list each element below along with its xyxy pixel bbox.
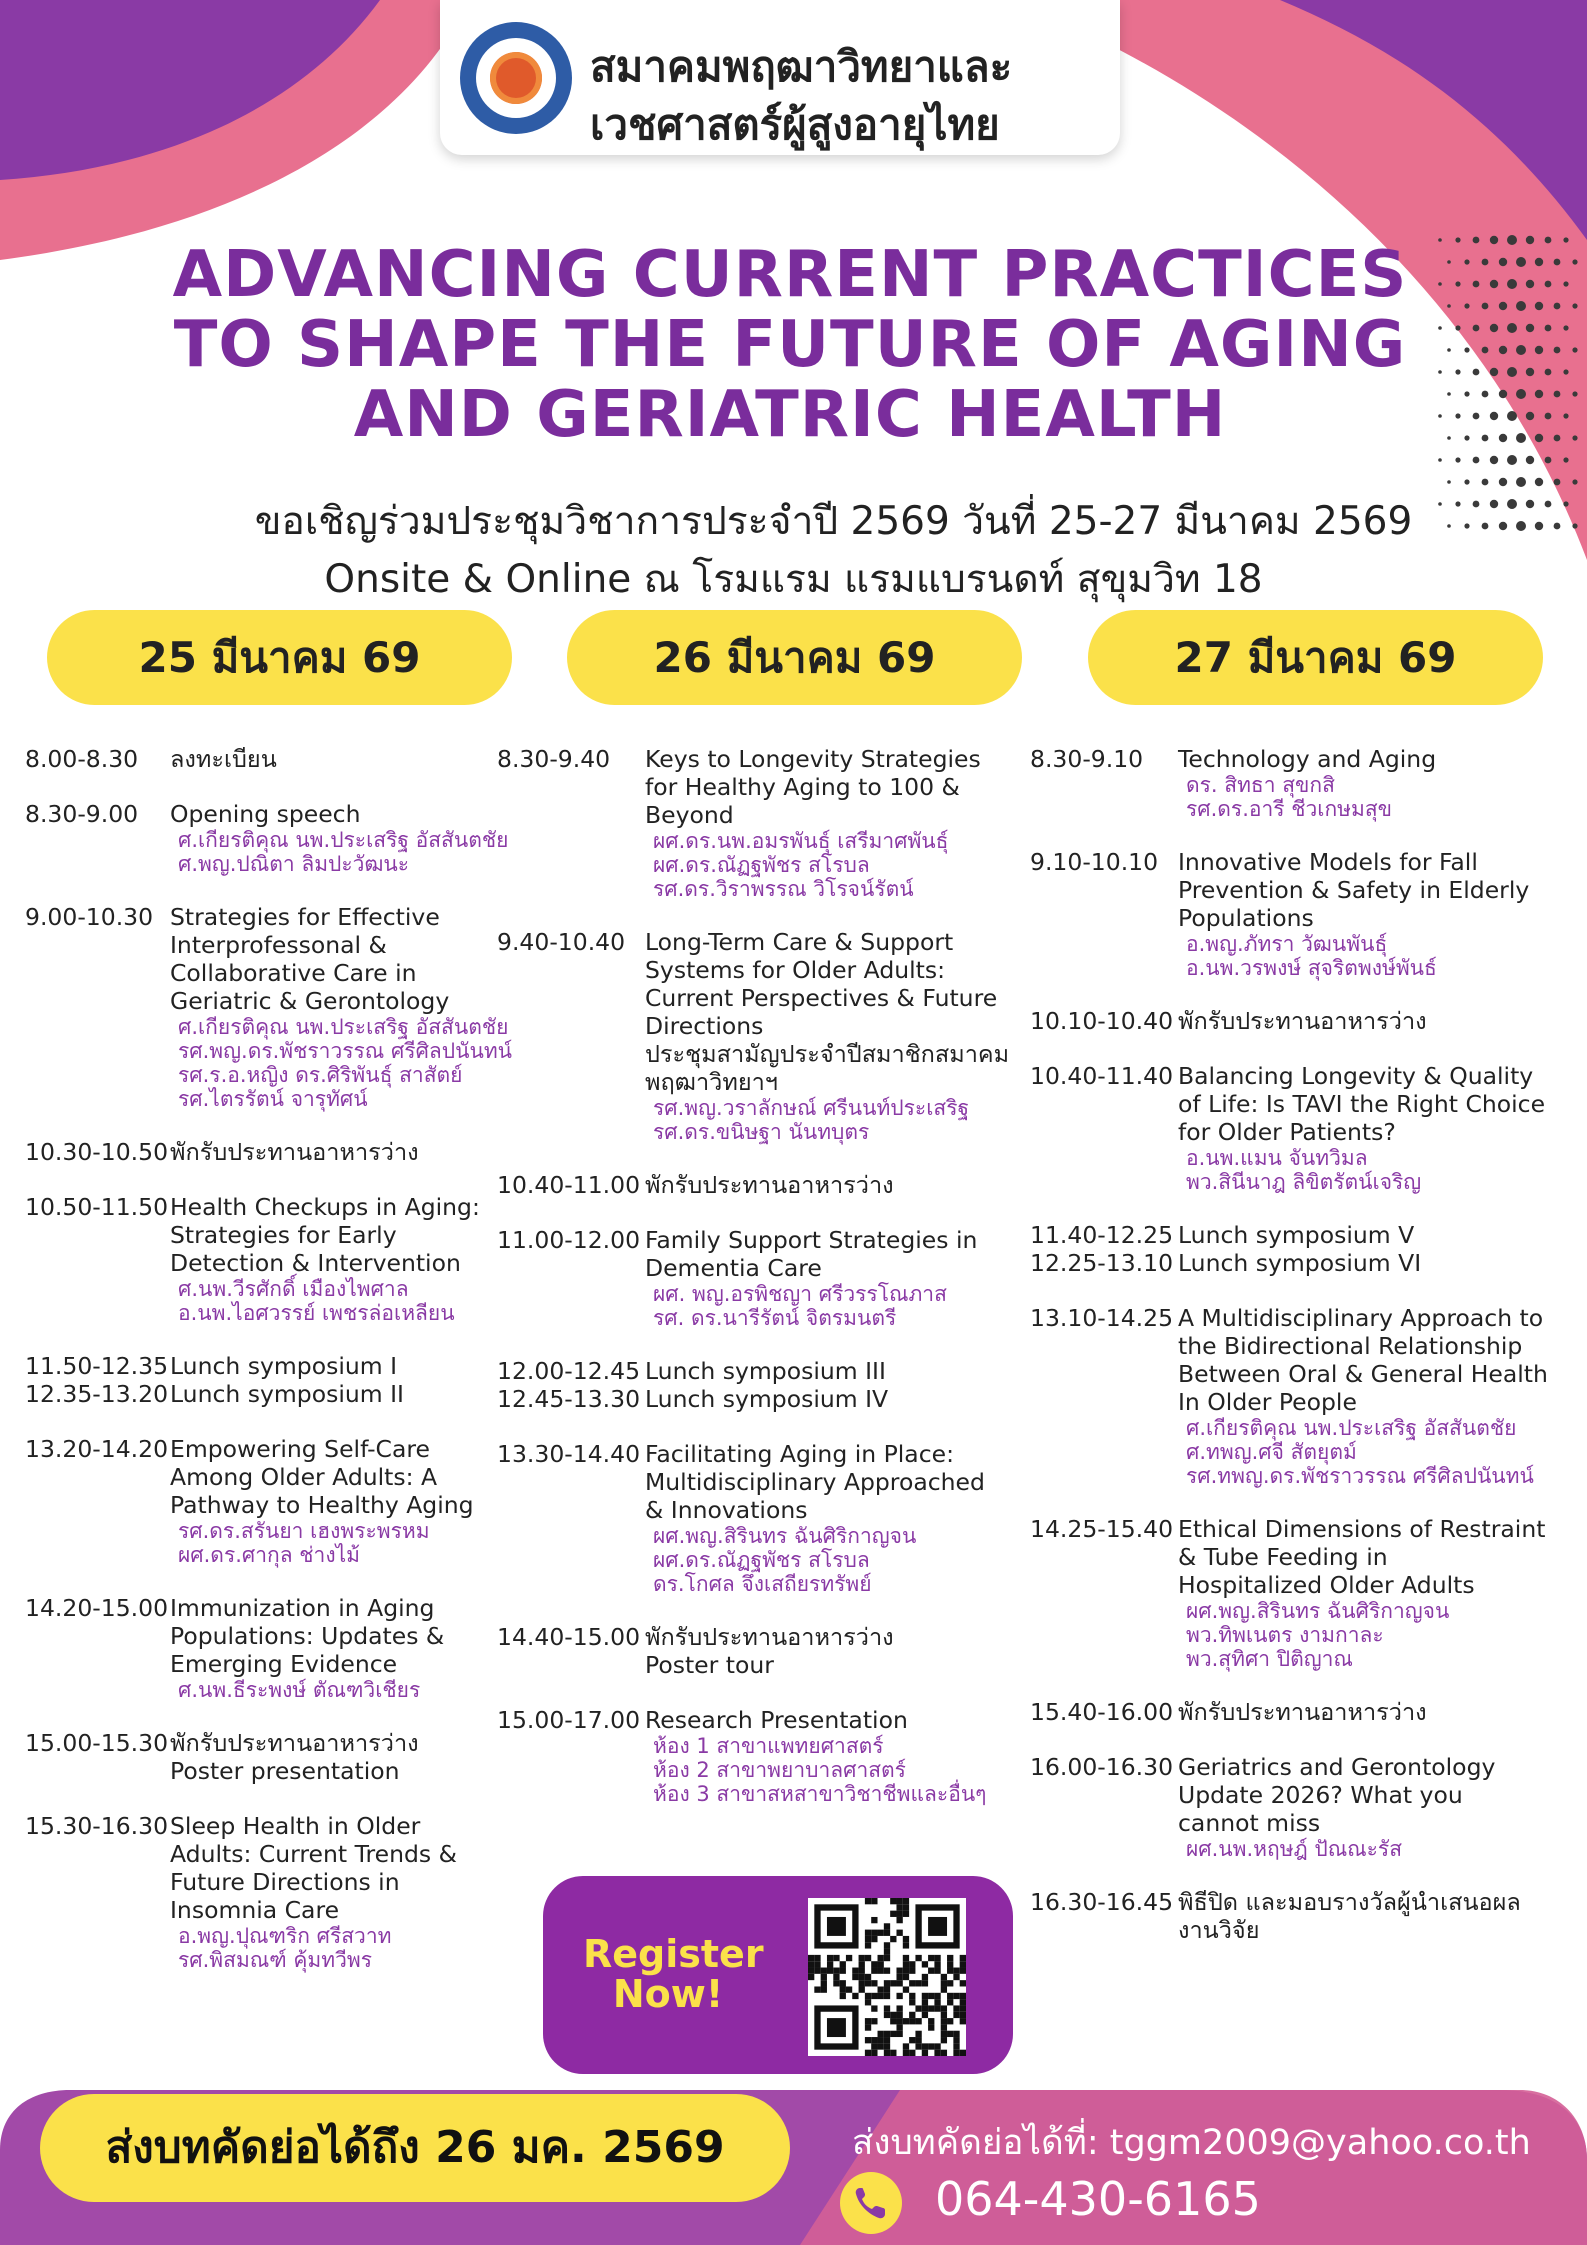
speaker-name: ศ.เกียรติคุณ นพ.ประเสริฐ อัสสันตชัย: [1186, 1416, 1517, 1440]
session-title: Innovative Models for Fall Prevention & Safety in Elderly Populations: [1178, 848, 1530, 932]
session-time: 10.10-10.40: [1030, 1007, 1174, 1035]
session-time: 10.30-10.50: [25, 1138, 169, 1166]
session-title: Lunch symposium V: [1178, 1221, 1415, 1249]
contact-email[interactable]: ส่งบทคัดย่อได้ที่: tggm2009@yahoo.co.th: [852, 2123, 1531, 2163]
schedule-item: [1030, 1062, 1582, 1194]
day-pill-1: 25 มีนาคม 69: [47, 610, 512, 705]
day-pill-3: 27 มีนาคม 69: [1088, 610, 1543, 705]
schedule-item: [25, 745, 505, 773]
schedule-item: [497, 1706, 1027, 1806]
schedule-item: [25, 1380, 505, 1408]
schedule-item: [25, 1594, 505, 1702]
session-time: 10.50-11.50: [25, 1193, 169, 1221]
speaker-name: ผศ.ดร.ณัฏฐพัชร สโรบล: [653, 1548, 870, 1572]
session-time: 14.25-15.40: [1030, 1515, 1174, 1543]
speaker-name: อ.นพ.แมน จันทวิมล: [1186, 1146, 1368, 1170]
session-time: 8.30-9.00: [25, 800, 139, 828]
speaker-name: ผศ. พญ.อรพิชญา ศรีวรรโณภาส: [653, 1282, 947, 1306]
session-time: 13.20-14.20: [25, 1435, 169, 1463]
session-title: Lunch symposium I: [170, 1352, 398, 1380]
session-time: 11.00-12.00: [497, 1226, 641, 1254]
session-title: A Multidisciplinary Approach to the Bidirectional Relationship Between Oral & General Health In Older People: [1178, 1304, 1548, 1416]
schedule-item: [25, 800, 509, 876]
headline-line1: ADVANCING CURRENT PRACTICES: [172, 238, 1408, 312]
schedule-item: [497, 1357, 1027, 1385]
headline-line3: AND GERIATRIC HEALTH: [353, 378, 1227, 452]
session-title: Strategies for Effective Interprofessonal & Collaborative Care in Geriatric & Gerontology: [170, 903, 450, 1015]
speaker-name: รศ.ดร.วิราพรรณ วิโรจน์รัตน์: [653, 877, 914, 901]
session-title: Lunch symposium VI: [1178, 1249, 1422, 1277]
contact-phone[interactable]: 064-430-6165: [935, 2172, 1261, 2226]
schedule-item: [25, 1193, 505, 1325]
session-time: 15.30-16.30: [25, 1812, 169, 1840]
session-time: 12.25-13.10: [1030, 1249, 1174, 1277]
schedule-day-1: [25, 745, 513, 1999]
speaker-name: รศ. ดร.นารีรัตน์ จิตรมนตรี: [653, 1306, 897, 1330]
session-title: Lunch symposium IV: [645, 1385, 889, 1413]
session-time: 14.40-15.00: [497, 1623, 641, 1651]
session-title: Health Checkups in Aging: Strategies for Early Detection & Intervention: [170, 1193, 480, 1277]
session-title: ลงทะเบียน: [170, 745, 277, 773]
session-title: Empowering Self-Care Among Older Adults: A Pathway to Healthy Aging: [170, 1435, 474, 1519]
session-title: พักรับประทานอาหารว่าง: [170, 1729, 419, 1757]
session-time: 10.40-11.00: [497, 1171, 641, 1199]
schedule-day-2: [497, 745, 1027, 1833]
schedule-item: [1030, 1888, 1582, 1944]
schedule-item: [25, 1138, 505, 1166]
schedule-item: [25, 903, 513, 1111]
session-time: 13.30-14.40: [497, 1440, 641, 1468]
speaker-name: ศ.พญ.ปณิตา ลิมปะวัฒนะ: [178, 852, 410, 876]
speaker-name: รศ.ร.อ.หญิง ดร.ศิริพันธุ์ สาสัตย์: [178, 1063, 463, 1087]
speaker-name: อ.นพ.วรพงษ์ สุจริตพงษ์พันธ์: [1186, 956, 1437, 980]
speaker-name: รศ.พิสมณฑ์ คุ้มทวีพร: [178, 1948, 373, 1972]
session-time: 12.35-13.20: [25, 1380, 169, 1408]
schedule-item: [1030, 745, 1582, 821]
speaker-name: ดร. สิทธา สุขกสิ: [1186, 773, 1335, 797]
speaker-name: รศ.ทพญ.ดร.พัชราวรรณ ศรีศิลปนันทน์: [1186, 1464, 1534, 1488]
session-title: พักรับประทานอาหารว่าง: [1178, 1007, 1427, 1035]
session-time: 10.40-11.40: [1030, 1062, 1174, 1090]
speaker-name: อ.พญ.ภัทรา วัฒนพันธุ์: [1186, 932, 1388, 956]
header-logo-box: [440, 0, 1120, 155]
session-time: 15.00-15.30: [25, 1729, 169, 1757]
speaker-name: ศ.นพ.วีรศักดิ์ เมืองไพศาล: [178, 1277, 409, 1301]
session-title: Lunch symposium III: [645, 1357, 886, 1385]
session-time: 11.40-12.25: [1030, 1221, 1174, 1249]
speaker-name: ห้อง 3 สาขาสหสาขาวิชาชีพและอื่นๆ: [653, 1782, 987, 1806]
logo-emblem-icon: [460, 22, 572, 134]
speaker-name: ห้อง 1 สาขาแพทยศาสตร์: [653, 1734, 884, 1758]
schedule-item: [497, 1226, 1027, 1330]
speaker-name: ศ.ทพญ.ศจี สัตยุตม์: [1186, 1440, 1357, 1464]
schedule-item: [1030, 1753, 1582, 1861]
session-time: 8.30-9.10: [1030, 745, 1144, 773]
session-title: Balancing Longevity & Quality of Life: Is TAVI the Right Choice for Older Patients?: [1178, 1062, 1546, 1146]
schedule-item: [497, 1440, 1027, 1596]
speaker-name: ผศ.ดร.ณัฏฐพัชร สโรบล: [653, 853, 870, 877]
speaker-name: ผศ.ดร.นพ.อมรพันธุ์ เสรีมาศพันธุ์: [653, 829, 949, 853]
session-time: 9.00-10.30: [25, 903, 154, 931]
schedule-item: [1030, 1221, 1582, 1249]
session-note: Poster presentation: [170, 1757, 400, 1785]
abstract-deadline-badge: ส่งบทคัดย่อได้ถึง 26 มค. 2569: [40, 2094, 790, 2202]
schedule-item: [497, 1385, 1027, 1413]
session-title: พิธีปิด และมอบรางวัลผู้นำเสนอผล งานวิจัย: [1178, 1888, 1521, 1944]
session-title: Technology and Aging: [1178, 745, 1437, 773]
qr-code-icon[interactable]: [808, 1898, 966, 2056]
session-time: 9.10-10.10: [1030, 848, 1159, 876]
speaker-name: อ.นพ.ไอศวรรย์ เพชรล่อเหลียน: [178, 1301, 455, 1325]
session-time: 11.50-12.35: [25, 1352, 169, 1380]
speaker-name: รศ.ดร.สรันยา เฮงพระพรหม: [178, 1519, 430, 1543]
speaker-name: พว.ทิพเนตร งามกาละ: [1186, 1623, 1384, 1647]
org-name-line1: สมาคมพฤฒาวิทยาและ: [590, 42, 1013, 91]
org-name-line2: เวชศาสตร์ผู้สูงอายุไทย: [590, 100, 1000, 149]
session-time: 8.30-9.40: [497, 745, 611, 773]
session-time: 12.00-12.45: [497, 1357, 641, 1385]
session-time: 8.00-8.30: [25, 745, 139, 773]
speaker-name: รศ.ไตรรัตน์ จารุทัศน์: [178, 1087, 368, 1111]
session-title: Geriatrics and Gerontology Update 2026? What you cannot miss: [1178, 1753, 1496, 1837]
speaker-name: ผศ.นพ.หฤษฎ์ ปัณณะรัส: [1186, 1837, 1403, 1861]
speaker-name: ศ.เกียรติคุณ นพ.ประเสริฐ อัสสันตชัย: [178, 1015, 509, 1039]
speaker-name: ผศ.พญ.สิรินทร ฉันศิริกาญจน: [653, 1524, 917, 1548]
invite-line2: Onsite & Online ณ โรมแรม แรมแบรนดท์ สุขุมวิท 18: [324, 557, 1263, 602]
session-title: Long-Term Care & Support Systems for Older Adults: Current Perspectives & Future Directions: [645, 928, 998, 1040]
register-label: Register Now!: [583, 1932, 764, 2016]
day-pill-2: 26 มีนาคม 69: [567, 610, 1022, 705]
session-time: 9.40-10.40: [497, 928, 626, 956]
speaker-name: พว.สินีนาฎ ลิขิตรัตน์เจริญ: [1186, 1170, 1422, 1194]
session-time: 15.40-16.00: [1030, 1698, 1174, 1726]
schedule-day-3: [1030, 745, 1582, 1971]
schedule-item: [25, 1812, 505, 1972]
schedule-item: [25, 1352, 505, 1380]
schedule-item: [1030, 1698, 1582, 1726]
schedule-item: [1030, 1249, 1582, 1277]
session-title: พักรับประทานอาหารว่าง: [645, 1623, 894, 1651]
session-title: พักรับประทานอาหารว่าง: [1178, 1698, 1427, 1726]
schedule-item: [25, 1435, 505, 1567]
schedule-item: [1030, 1007, 1582, 1035]
session-note: Poster tour: [645, 1651, 774, 1679]
session-title: พักรับประทานอาหารว่าง: [645, 1171, 894, 1199]
headline-line2: TO SHAPE THE FUTURE OF AGING: [173, 308, 1407, 382]
phone-icon: [840, 2172, 902, 2234]
session-title: Research Presentation: [645, 1706, 908, 1734]
speaker-name: ศ.นพ.ธีระพงษ์ ตัณฑวิเชียร: [178, 1678, 421, 1702]
schedule-item: [1030, 848, 1582, 980]
schedule-item: [497, 1171, 1027, 1199]
speaker-name: ห้อง 2 สาขาพยาบาลศาสตร์: [653, 1758, 906, 1782]
session-time: 13.10-14.25: [1030, 1304, 1174, 1332]
session-title: Ethical Dimensions of Restraint & Tube Feeding in Hospitalized Older Adults: [1178, 1515, 1546, 1599]
schedule-item: [497, 928, 1027, 1144]
session-time: 16.30-16.45: [1030, 1888, 1174, 1916]
speaker-name: พว.สุทิศา ปิติญาณ: [1186, 1647, 1353, 1671]
schedule-item: [497, 1623, 1027, 1679]
speaker-name: อ.พญ.ปุณฑริก ศรีสวาท: [178, 1924, 392, 1948]
session-title: Opening speech: [170, 800, 361, 828]
session-title: Sleep Health in Older Adults: Current Trends & Future Directions in Insomnia Care: [170, 1812, 457, 1924]
schedule-item: [25, 1729, 505, 1785]
session-title: Family Support Strategies in Dementia Care: [645, 1226, 978, 1282]
session-title: พักรับประทานอาหารว่าง: [170, 1138, 419, 1166]
speaker-name: รศ.พญ.ดร.พัชราวรรณ ศรีศิลปนันทน์: [178, 1039, 513, 1063]
speaker-name: ผศ.ดร.ศากุล ช่างไม้: [178, 1543, 360, 1567]
schedule-item: [497, 745, 1027, 901]
schedule-item: [1030, 1515, 1582, 1671]
session-time: 14.20-15.00: [25, 1594, 169, 1622]
session-note: ประชุมสามัญประจำปีสมาชิกสมาคม พฤฒาวิทยาฯ: [645, 1040, 1010, 1096]
register-button[interactable]: [543, 1876, 1013, 2074]
speaker-name: ผศ.พญ.สิรินทร ฉันศิริกาญจน: [1186, 1599, 1450, 1623]
speaker-name: รศ.ดร.อารี ชีวเกษมสุข: [1186, 797, 1393, 821]
session-title: Facilitating Aging in Place: Multidisciplinary Approached & Innovations: [645, 1440, 985, 1524]
speaker-name: ดร.โกศล จึงเสถียรทรัพย์: [653, 1572, 872, 1596]
invite-line1: ขอเชิญร่วมประชุมวิชาการประจำปี 2569 วันที่ 25-27 มีนาคม 2569: [254, 499, 1413, 544]
session-title: Immunization in Aging Populations: Updates & Emerging Evidence: [170, 1594, 445, 1678]
speaker-name: รศ.ดร.ขนิษฐา นันทบุตร: [653, 1120, 870, 1144]
speaker-name: รศ.พญ.วราลักษณ์ ศรีนนท์ประเสริฐ: [653, 1096, 970, 1120]
session-title: Lunch symposium II: [170, 1380, 404, 1408]
speaker-name: ศ.เกียรติคุณ นพ.ประเสริฐ อัสสันตชัย: [178, 828, 509, 852]
session-time: 15.00-17.00: [497, 1706, 641, 1734]
schedule-item: [1030, 1304, 1582, 1488]
session-time: 16.00-16.30: [1030, 1753, 1174, 1781]
session-title: Keys to Longevity Strategies for Healthy Aging to 100 & Beyond: [645, 745, 981, 829]
session-time: 12.45-13.30: [497, 1385, 641, 1413]
